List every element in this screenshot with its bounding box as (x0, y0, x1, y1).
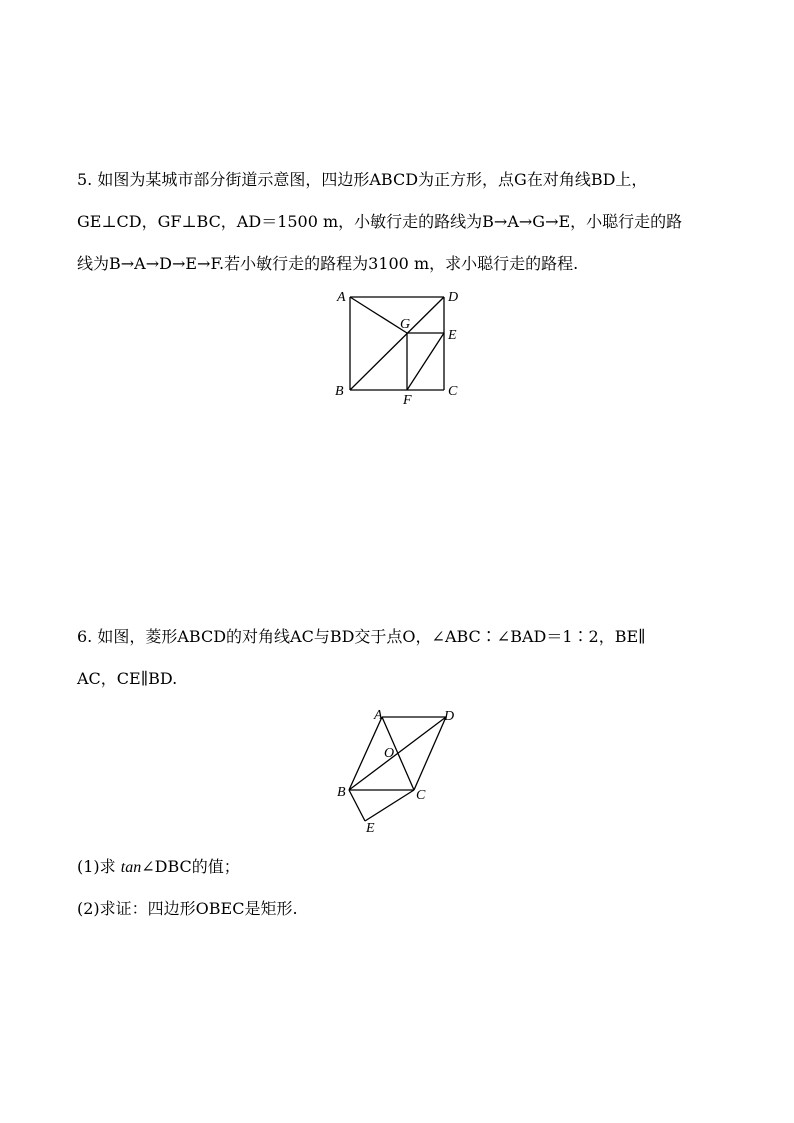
problem6-part-1 (77, 856, 727, 879)
p6-seg-EC (365, 790, 414, 821)
tan-function: tan (120, 859, 142, 876)
p6-label-B: B (337, 785, 346, 800)
part1-suffix: ∠DBC的值； (141, 857, 240, 876)
problem5-line-2: GE⊥CD，GF⊥BC，AD＝1500 m，小敏行走的路线为B→A→G→E，小聪行走的路 (77, 212, 683, 231)
p6-label-A: A (374, 708, 383, 723)
p5-label-C: C (448, 384, 458, 399)
p6-label-C: C (416, 788, 426, 803)
part1-prefix: (1)求 (77, 857, 121, 876)
p6-label-O: O (384, 746, 395, 761)
problem5-line-1: 5. 如图为某城市部分街道示意图，四边形ABCD为正方形，点G在对角线BD上， (77, 170, 648, 189)
p5-label-F: F (403, 393, 412, 408)
p5-label-E: E (448, 328, 457, 343)
p5-label-D: D (448, 290, 459, 305)
problem6-part-2: (2)求证：四边形OBEC是矩形. (77, 899, 298, 918)
p5-label-B: B (335, 384, 344, 399)
p6-seg-BD (349, 717, 446, 790)
problem6-line-1: 6. 如图，菱形ABCD的对角线AC与BD交于点O，∠ABC∶∠BAD＝1∶2，BE∥ (77, 627, 646, 646)
problem5-line-3: 线为B→A→D→E→F.若小敏行走的路程为3100 m，求小聪行走的路程. (77, 254, 579, 273)
p6-seg-BA (349, 717, 382, 790)
problem6-line-2: AC，CE∥BD. (77, 669, 178, 688)
p5-label-A: A (337, 290, 346, 305)
p6-label-E: E (366, 821, 375, 836)
p6-seg-BE (349, 790, 365, 821)
p6-seg-DC (414, 717, 446, 790)
p5-label-G: G (400, 317, 411, 332)
p6-label-D: D (444, 709, 455, 724)
